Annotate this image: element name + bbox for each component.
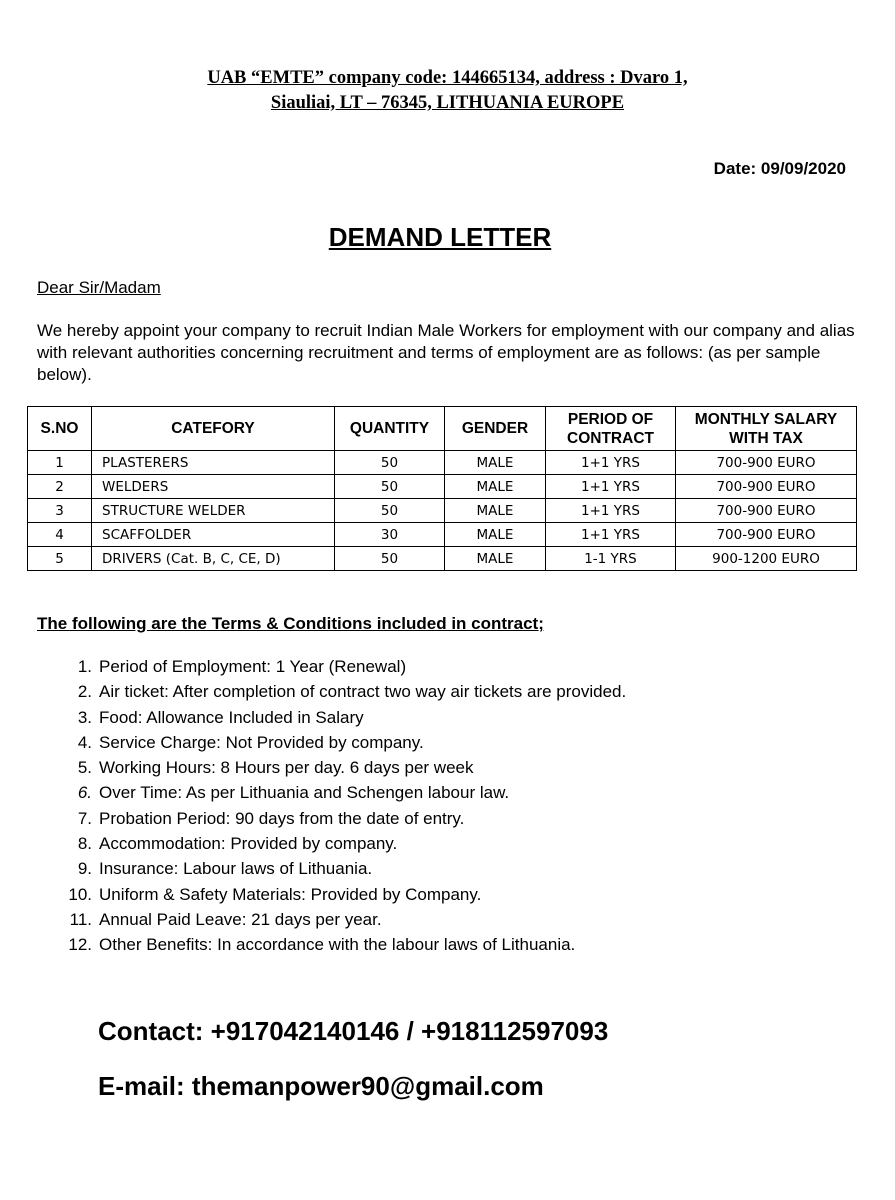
list-item bbox=[0, 907, 626, 932]
salutation: Dear Sir/Madam bbox=[37, 278, 161, 297]
table-row bbox=[28, 547, 857, 571]
term-number: 8. bbox=[77, 834, 92, 854]
company-header-line-2: Siauliai, LT – 76345, LITHUANIA EUROPE bbox=[270, 93, 625, 113]
term-text: Accommodation: Provided by company. bbox=[99, 834, 398, 854]
cell-salary: 700-900 EURO bbox=[676, 475, 857, 499]
cell-quantity: 50 bbox=[335, 547, 445, 571]
intro-paragraph: We hereby appoint your company to recruit Indian Male Workers for employment with our company and alias with relevant authorities concerning recruitment and terms of employment are as follows: (as per sample below). bbox=[37, 321, 855, 384]
term-number: 9. bbox=[77, 859, 92, 879]
cell-category: DRIVERS (Cat. B, C, CE, D) bbox=[92, 547, 335, 571]
terms-list bbox=[0, 654, 626, 958]
term-number: 5. bbox=[77, 758, 92, 778]
cell-period: 1+1 YRS bbox=[546, 523, 676, 547]
cell-salary: 700-900 EURO bbox=[676, 523, 857, 547]
cell-salary: 700-900 EURO bbox=[676, 499, 857, 523]
term-number: 7. bbox=[77, 808, 92, 828]
table-row bbox=[28, 499, 857, 523]
list-item bbox=[0, 806, 626, 831]
contact-email: E-mail: themanpower90@gmail.com bbox=[98, 1071, 544, 1101]
list-item bbox=[0, 780, 626, 805]
cell-sno: 2 bbox=[28, 475, 92, 499]
list-item bbox=[0, 705, 626, 730]
term-text: Food: Allowance Included in Salary bbox=[99, 707, 364, 727]
letter-date: Date: 09/09/2020 bbox=[713, 159, 846, 178]
cell-sno: 4 bbox=[28, 523, 92, 547]
term-text: Other Benefits: In accordance with the labour laws of Lithuania. bbox=[99, 935, 576, 955]
cell-gender: MALE bbox=[445, 523, 546, 547]
cell-quantity: 50 bbox=[335, 499, 445, 523]
column-header: PERIOD OF CONTRACT bbox=[546, 407, 676, 451]
term-text: Over Time: As per Lithuania and Schengen labour law. bbox=[99, 783, 510, 803]
cell-category: WELDERS bbox=[92, 475, 335, 499]
cell-quantity: 50 bbox=[335, 475, 445, 499]
list-item bbox=[0, 856, 626, 881]
list-item bbox=[0, 679, 626, 704]
term-text: Uniform & Safety Materials: Provided by Company. bbox=[99, 884, 482, 904]
cell-salary: 700-900 EURO bbox=[676, 451, 857, 475]
term-number: 6. bbox=[77, 783, 92, 803]
list-item bbox=[0, 831, 626, 856]
list-item bbox=[0, 932, 626, 957]
cell-sno: 5 bbox=[28, 547, 92, 571]
demand-table bbox=[27, 406, 857, 571]
term-text: Period of Employment: 1 Year (Renewal) bbox=[99, 657, 407, 676]
table-header-row bbox=[28, 407, 857, 451]
list-item bbox=[0, 654, 626, 679]
column-header: QUANTITY bbox=[335, 407, 445, 451]
cell-period: 1+1 YRS bbox=[546, 451, 676, 475]
term-number: 11. bbox=[69, 909, 92, 929]
company-header bbox=[0, 66, 895, 116]
column-header: GENDER bbox=[445, 407, 546, 451]
term-number: 12. bbox=[68, 935, 92, 955]
term-number: 10. bbox=[68, 884, 92, 904]
term-text: Service Charge: Not Provided by company. bbox=[99, 732, 424, 752]
cell-salary: 900-1200 EURO bbox=[676, 547, 857, 571]
cell-sno: 3 bbox=[28, 499, 92, 523]
cell-period: 1+1 YRS bbox=[546, 475, 676, 499]
terms-heading: The following are the Terms & Conditions included in contract; bbox=[37, 614, 544, 633]
cell-gender: MALE bbox=[445, 451, 546, 475]
contact-phone: Contact: +917042140146 / +918112597093 bbox=[98, 1016, 609, 1046]
cell-gender: MALE bbox=[445, 475, 546, 499]
column-header: S.NO bbox=[28, 407, 92, 451]
term-text: Air ticket: After completion of contract two way air tickets are provided. bbox=[99, 682, 627, 702]
term-text: Working Hours: 8 Hours per day. 6 days per week bbox=[99, 758, 474, 778]
column-header: CATEFORY bbox=[92, 407, 335, 451]
page-title: DEMAND LETTER bbox=[328, 222, 552, 252]
table-row bbox=[28, 451, 857, 475]
table-row bbox=[28, 523, 857, 547]
cell-quantity: 50 bbox=[335, 451, 445, 475]
table-row bbox=[28, 475, 857, 499]
term-text: Annual Paid Leave: 21 days per year. bbox=[99, 909, 382, 929]
list-item bbox=[0, 755, 626, 780]
term-text: Probation Period: 90 days from the date of entry. bbox=[99, 808, 465, 828]
term-number: 4. bbox=[77, 732, 92, 752]
cell-category: SCAFFOLDER bbox=[92, 523, 335, 547]
term-number: 2. bbox=[77, 682, 92, 702]
cell-period: 1-1 YRS bbox=[546, 547, 676, 571]
column-header: MONTHLY SALARY WITH TAX bbox=[676, 407, 857, 451]
list-item bbox=[0, 882, 626, 907]
company-header-line-1: UAB “EMTE” company code: 144665134, address : Dvaro 1, bbox=[207, 68, 688, 88]
cell-period: 1+1 YRS bbox=[546, 499, 676, 523]
cell-gender: MALE bbox=[445, 547, 546, 571]
term-number: 1. bbox=[77, 657, 92, 676]
term-number: 3. bbox=[77, 707, 92, 727]
cell-category: PLASTERERS bbox=[92, 451, 335, 475]
term-text: Insurance: Labour laws of Lithuania. bbox=[99, 859, 373, 879]
cell-gender: MALE bbox=[445, 499, 546, 523]
cell-category: STRUCTURE WELDER bbox=[92, 499, 335, 523]
cell-quantity: 30 bbox=[335, 523, 445, 547]
cell-sno: 1 bbox=[28, 451, 92, 475]
list-item bbox=[0, 730, 626, 755]
